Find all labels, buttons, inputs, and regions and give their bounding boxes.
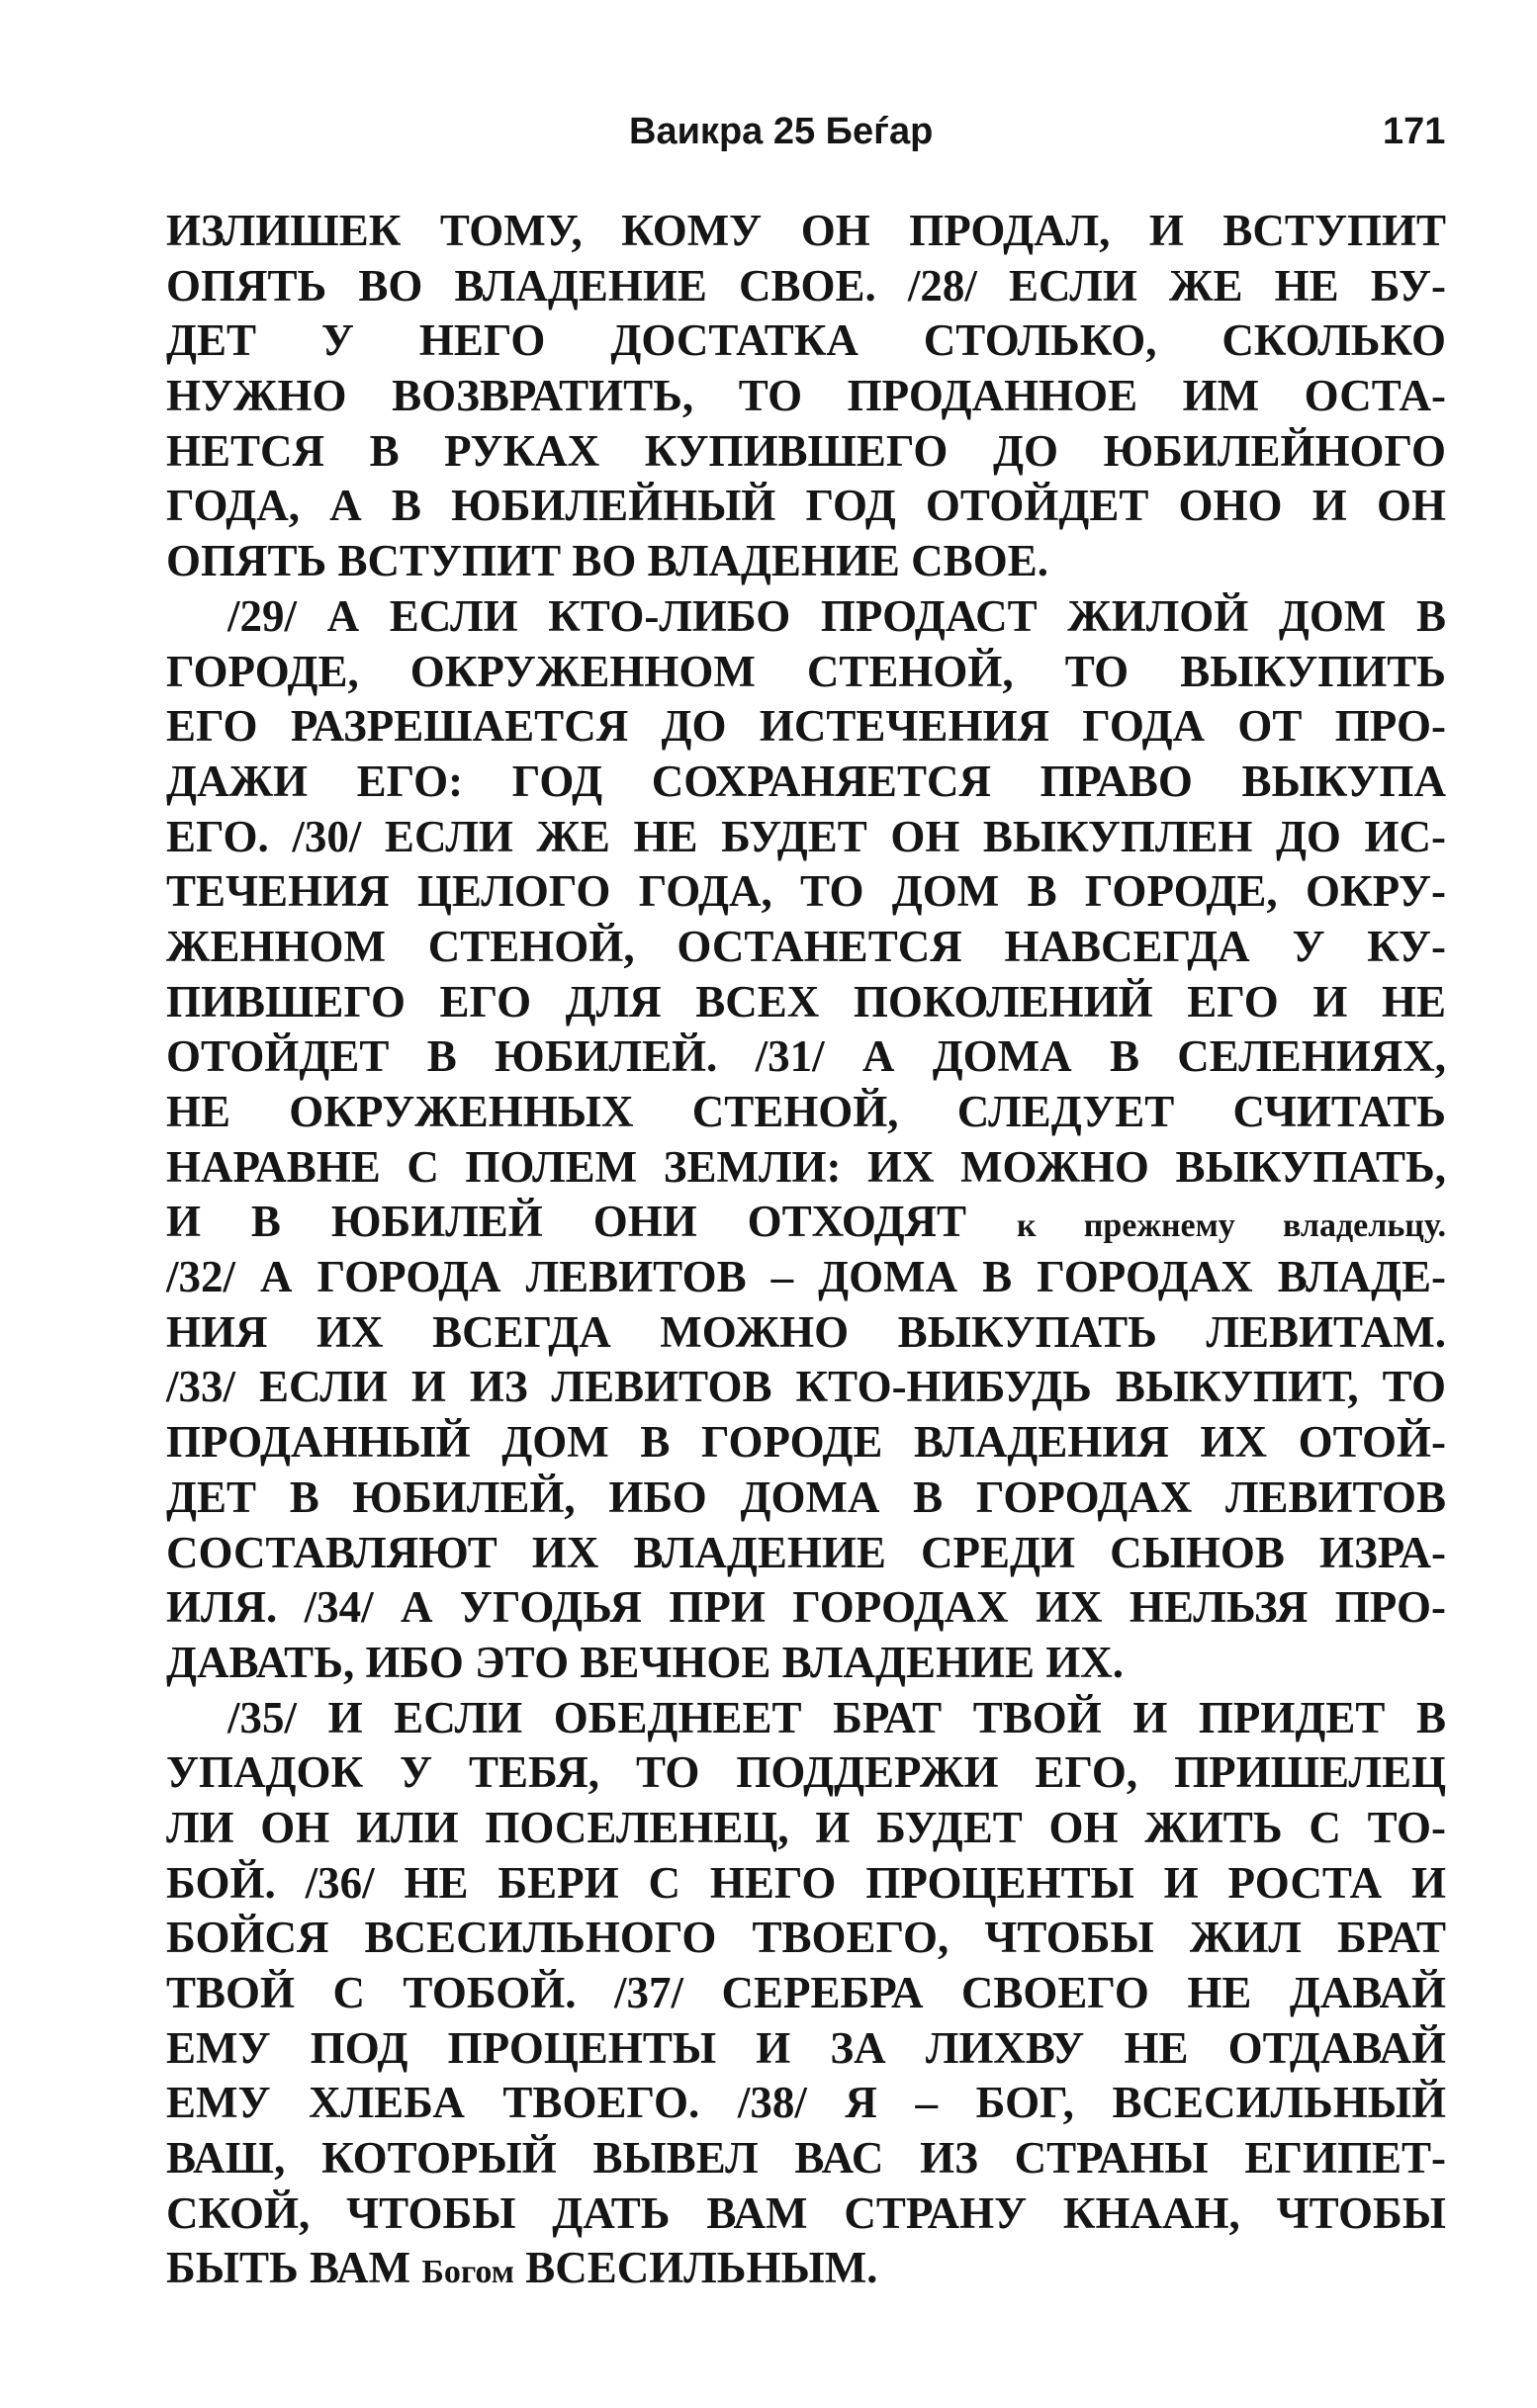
text-fragment: /35/ И ЕСЛИ ОБЕДНЕЕТ БРАТ ТВОЙ И ПРИДЕТ В — [227, 1692, 1446, 1742]
text-line — [166, 2021, 1446, 2077]
text-fragment: НИЯ ИХ ВСЕГДА МОЖНО ВЫКУПАТЬ ЛЕВИТАМ. — [166, 1306, 1446, 1357]
text-fragment: /33/ ЕСЛИ И ИЗ ЛЕВИТОВ КТО-НИБУДЬ ВЫКУПИТ, ТО — [166, 1362, 1446, 1412]
text-line — [166, 1085, 1446, 1140]
text-line — [166, 755, 1446, 810]
text-line — [166, 2131, 1446, 2186]
text-line — [166, 1029, 1446, 1085]
text-fragment: БОЙСЯ ВСЕСИЛЬНОГО ТВОЕГО, ЧТОБЫ ЖИЛ БРАТ — [166, 1913, 1446, 1963]
text-fragment: ДАВАТЬ, ИБО ЭТО ВЕЧНОЕ ВЛАДЕНИЕ ИХ. — [166, 1637, 1124, 1687]
text-line — [166, 645, 1446, 700]
text-line — [166, 2076, 1446, 2131]
text-line — [166, 1636, 1446, 1691]
text-fragment: НЕ ОКРУЖЕННЫХ СТЕНОЙ, СЛЕДУЕТ СЧИТАТЬ — [166, 1087, 1446, 1136]
text-line — [166, 313, 1446, 369]
text-line — [166, 369, 1446, 424]
text-fragment: ОПЯТЬ ВО ВЛАДЕНИЕ СВОЕ. /28/ ЕСЛИ ЖЕ НЕ БУ- — [166, 260, 1446, 311]
text-line — [166, 1305, 1446, 1361]
text-line — [166, 1911, 1446, 1966]
text-line — [166, 1801, 1446, 1856]
text-fragment: ТЕЧЕНИЯ ЦЕЛОГО ГОДА, ТО ДОМ В ГОРОДЕ, ОКРУ- — [166, 866, 1446, 917]
text-line — [166, 479, 1446, 534]
text-line — [166, 259, 1446, 314]
body-text — [166, 204, 1446, 2296]
text-line — [166, 1415, 1446, 1471]
text-fragment: И В ЮБИЛЕЙ ОНИ ОТХОДЯТ — [166, 1197, 967, 1247]
text-fragment: СКОЙ, ЧТОБЫ ДАТЬ ВАМ СТРАНУ КНААН, ЧТОБЫ — [166, 2187, 1446, 2238]
text-fragment-small: Богом — [421, 2254, 514, 2291]
text-fragment: ДЕТ У НЕГО ДОСТАТКА СТОЛЬКО, СКОЛЬКО — [166, 315, 1446, 366]
text-fragment: ЛИ ОН ИЛИ ПОСЕЛЕНЕЦ, И БУДЕТ ОН ЖИТЬ С ТО- — [166, 1802, 1446, 1852]
text-fragment-small: к прежнему владельцу. — [1016, 1207, 1446, 1245]
text-line — [166, 424, 1446, 480]
text-fragment: ВСЕСИЛЬНЫМ. — [525, 2243, 878, 2293]
text-line — [166, 534, 1446, 589]
text-line — [166, 1526, 1446, 1581]
text-fragment: НАРАВНЕ С ПОЛЕМ ЗЕМЛИ: ИХ МОЖНО ВЫКУПАТЬ, — [166, 1141, 1446, 1192]
page-number: 171 — [1383, 111, 1446, 152]
text-fragment: ЕГО РАЗРЕШАЕТСЯ ДО ИСТЕЧЕНИЯ ГОДА ОТ ПРО- — [166, 701, 1446, 752]
text-fragment: ГОДА, А В ЮБИЛЕЙНЫЙ ГОД ОТОЙДЕТ ОНО И ОН — [166, 481, 1446, 531]
text-line — [166, 2241, 1446, 2296]
text-line — [166, 1360, 1446, 1415]
text-line — [166, 2186, 1446, 2242]
text-line — [166, 1966, 1446, 2021]
text-line — [166, 589, 1446, 645]
text-line — [166, 204, 1446, 259]
text-line — [166, 1250, 1446, 1305]
text-fragment: БЫТЬ ВАМ — [166, 2243, 411, 2293]
text-line — [166, 920, 1446, 975]
text-fragment: ВАШ, КОТОРЫЙ ВЫВЕЛ ВАС ИЗ СТРАНЫ ЕГИПЕТ- — [166, 2133, 1446, 2184]
running-header-title: Ваикра 25 Беѓар — [629, 111, 934, 152]
text-fragment: ЖЕННОМ СТЕНОЙ, ОСТАНЕТСЯ НАВСЕГДА У КУ- — [166, 921, 1446, 971]
text-fragment: ИЗЛИШЕК ТОМУ, КОМУ ОН ПРОДАЛ, И ВСТУПИТ — [166, 206, 1446, 255]
text-fragment: ИЛЯ. /34/ А УГОДЬЯ ПРИ ГОРОДАХ ИХ НЕЛЬЗЯ ПРО- — [166, 1582, 1446, 1633]
text-fragment: ОПЯТЬ ВСТУПИТ ВО ВЛАДЕНИЕ СВОЕ. — [166, 536, 1048, 586]
text-fragment: СОСТАВЛЯЮТ ИХ ВЛАДЕНИЕ СРЕДИ СЫНОВ ИЗРА- — [166, 1527, 1446, 1577]
text-line — [166, 864, 1446, 920]
text-fragment: ЕМУ ПОД ПРОЦЕНТЫ И ЗА ЛИХВУ НЕ ОТДАВАЙ — [166, 2022, 1446, 2073]
text-line — [166, 810, 1446, 865]
text-fragment: ДЕТ В ЮБИЛЕЙ, ИБО ДОМА В ГОРОДАХ ЛЕВИТОВ — [166, 1472, 1446, 1522]
text-fragment: ЕМУ ХЛЕБА ТВОЕГО. /38/ Я – БОГ, ВСЕСИЛЬНЫЙ — [166, 2078, 1446, 2128]
text-line — [166, 1471, 1446, 1526]
text-fragment: ТВОЙ С ТОБОЙ. /37/ СЕРЕБРА СВОЕГО НЕ ДАВАЙ — [166, 1968, 1446, 2017]
text-fragment: ОТОЙДЕТ В ЮБИЛЕЙ. /31/ А ДОМА В СЕЛЕНИЯХ, — [166, 1031, 1446, 1082]
text-line — [166, 1195, 1446, 1250]
text-fragment: ПИВШЕГО ЕГО ДЛЯ ВСЕХ ПОКОЛЕНИЙ ЕГО И НЕ — [166, 976, 1446, 1026]
text-fragment: ЕГО. /30/ ЕСЛИ ЖЕ НЕ БУДЕТ ОН ВЫКУПЛЕН ДО ИС- — [166, 811, 1446, 861]
text-fragment: БОЙ. /36/ НЕ БЕРИ С НЕГО ПРОЦЕНТЫ И РОСТА И — [166, 1857, 1446, 1908]
text-fragment: ГОРОДЕ, ОКРУЖЕННОМ СТЕНОЙ, ТО ВЫКУПИТЬ — [166, 646, 1446, 696]
text-line — [166, 699, 1446, 755]
text-fragment: ПРОДАННЫЙ ДОМ В ГОРОДЕ ВЛАДЕНИЯ ИХ ОТОЙ- — [166, 1417, 1446, 1468]
text-line — [166, 1691, 1446, 1746]
text-line — [166, 1140, 1446, 1196]
text-line — [166, 1856, 1446, 1912]
text-fragment: УПАДОК У ТЕБЯ, ТО ПОДДЕРЖИ ЕГО, ПРИШЕЛЕЦ — [166, 1747, 1446, 1798]
text-line — [166, 975, 1446, 1030]
text-fragment: /32/ А ГОРОДА ЛЕВИТОВ – ДОМА В ГОРОДАХ ВЛАДЕ- — [166, 1252, 1446, 1302]
text-fragment: ДАЖИ ЕГО: ГОД СОХРАНЯЕТСЯ ПРАВО ВЫКУПА — [166, 756, 1446, 806]
text-fragment: /29/ А ЕСЛИ КТО-ЛИБО ПРОДАСТ ЖИЛОЙ ДОМ В — [227, 590, 1446, 641]
text-fragment: НЕТСЯ В РУКАХ КУПИВШЕГО ДО ЮБИЛЕЙНОГО — [166, 425, 1446, 476]
text-line — [166, 1745, 1446, 1801]
text-line — [166, 1580, 1446, 1636]
text-fragment: НУЖНО ВОЗВРАТИТЬ, ТО ПРОДАННОЕ ИМ ОСТА- — [166, 371, 1446, 421]
